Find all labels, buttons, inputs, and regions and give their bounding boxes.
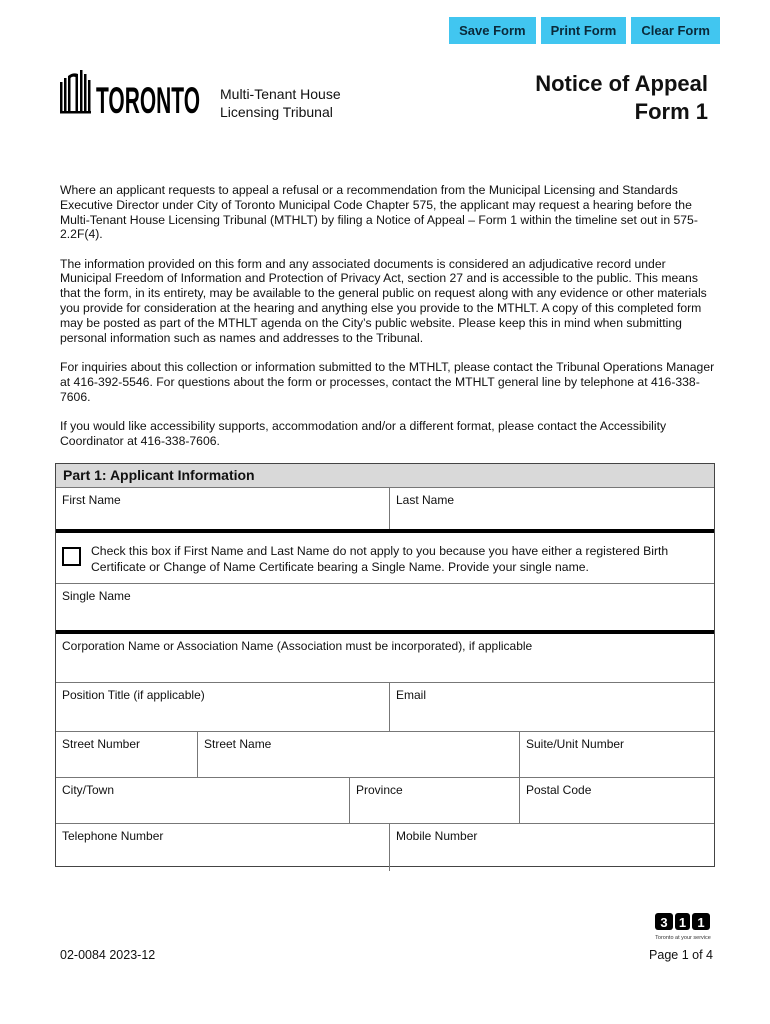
- single-name-check-row: [56, 533, 714, 584]
- toronto-logo: [59, 70, 201, 114]
- single-name-row: [56, 584, 714, 634]
- city-town-label: City/Town: [62, 783, 115, 797]
- intro-paragraph-2: The information provided on this form and any associated documents is considered an adjudicative record under Municipal Freedom of Information and Protection of Privacy Act, section 27 and is accessible to the public. This means that the form, in its entirety, may be available to the general public on request along with any evidence or other materials you provide for consideration at the hearing and anything else you provide to the MTHLT. A copy of this completed form may be posted as part of the MTHLT agenda on the City’s public website. Please keep this in mind when submitting personal information such as names and addresses to the Tribunal.: [60, 256, 707, 345]
- suite-unit-field[interactable]: [520, 732, 714, 777]
- street-row: [56, 732, 714, 778]
- intro-paragraph-3: For inquiries about this collection or information submitted to the MTHLT, please contact the Tribunal Operations Manager at 416-392-5546. For questions about the form or processes, contact the MTHLT general line by telephone at 416-338-7606.: [60, 359, 715, 404]
- part1-applicant-information: [55, 463, 715, 867]
- tribunal-name-line2: Licensing Tribunal: [220, 104, 333, 120]
- form-toolbar: [449, 17, 720, 44]
- email-label: Email: [396, 688, 427, 702]
- single-name-check-label: Check this box if First Name and Last Name do not apply to you because you have either a registered Birth Certificate or Change of Name Certificate bearing a Single Name. Provide your single name.: [91, 544, 669, 574]
- form-title-line1: Notice of Appeal: [535, 71, 708, 96]
- single-name-field[interactable]: [56, 584, 714, 630]
- form-title: [535, 70, 708, 126]
- form-code: 02-0084 2023-12: [60, 948, 156, 962]
- intro-text: [60, 183, 715, 463]
- tribunal-name-line1: Multi-Tenant House: [220, 86, 341, 102]
- city-row: [56, 778, 714, 824]
- position-email-row: [56, 683, 714, 732]
- mobile-label: Mobile Number: [396, 829, 478, 843]
- single-name-label: Single Name: [62, 589, 131, 603]
- position-title-label: Position Title (if applicable): [62, 688, 205, 702]
- phone-row: [56, 824, 714, 871]
- telephone-label: Telephone Number: [62, 829, 164, 843]
- first-name-field[interactable]: [56, 488, 390, 529]
- corporation-name-label: Corporation Name or Association Name (Association must be incorporated), if applicable: [62, 639, 533, 653]
- name-row: [56, 488, 714, 533]
- corporation-name-field[interactable]: [56, 634, 714, 682]
- email-field[interactable]: [390, 683, 714, 731]
- page-number: Page 1 of 4: [649, 948, 713, 962]
- street-number-field[interactable]: [56, 732, 198, 777]
- toronto-311-badge: [646, 912, 720, 942]
- badge-caption: Toronto at your service: [655, 935, 711, 941]
- last-name-field[interactable]: [390, 488, 714, 529]
- single-name-checkbox[interactable]: [62, 547, 81, 566]
- suite-unit-label: Suite/Unit Number: [526, 737, 625, 751]
- last-name-label: Last Name: [396, 493, 455, 507]
- part1-title: Part 1: Applicant Information: [56, 464, 714, 488]
- province-label: Province: [356, 783, 403, 797]
- telephone-field[interactable]: [56, 824, 390, 871]
- street-number-label: Street Number: [62, 737, 141, 751]
- province-field[interactable]: [350, 778, 520, 823]
- position-title-field[interactable]: [56, 683, 390, 731]
- tribunal-name: [220, 85, 341, 121]
- postal-code-label: Postal Code: [526, 783, 592, 797]
- print-form-button[interactable]: Print Form: [541, 17, 627, 44]
- logo-wordmark: TORONTO: [96, 80, 200, 114]
- clear-form-button[interactable]: Clear Form: [631, 17, 720, 44]
- intro-paragraph-1: Where an applicant requests to appeal a refusal or a recommendation from the Municipal Licensing and Standards Executive Director under City of Toronto Municipal Code Chapter 575, the applicant may request a hearing before the Multi-Tenant House Licensing Tribunal (MTHLT) by filing a Notice of Appeal – Form 1 within the timeline set out in 575-2.2F(4).: [60, 183, 698, 242]
- street-name-label: Street Name: [204, 737, 272, 751]
- street-name-field[interactable]: [198, 732, 520, 777]
- corporation-row: [56, 634, 714, 683]
- postal-code-field[interactable]: [520, 778, 714, 823]
- intro-paragraph-4: If you would like accessibility supports, accommodation and/or a different format, please contact the Accessibility Coordinator at 416-338-7606.: [60, 418, 667, 448]
- badge-digit-1b: 1: [697, 915, 705, 930]
- badge-digit-1a: 1: [678, 915, 687, 930]
- city-town-field[interactable]: [56, 778, 350, 823]
- badge-digit-3: 3: [660, 915, 668, 930]
- form-title-line2: Form 1: [634, 99, 708, 124]
- save-form-button[interactable]: Save Form: [449, 17, 535, 44]
- mobile-field[interactable]: [390, 824, 714, 871]
- first-name-label: First Name: [62, 493, 121, 507]
